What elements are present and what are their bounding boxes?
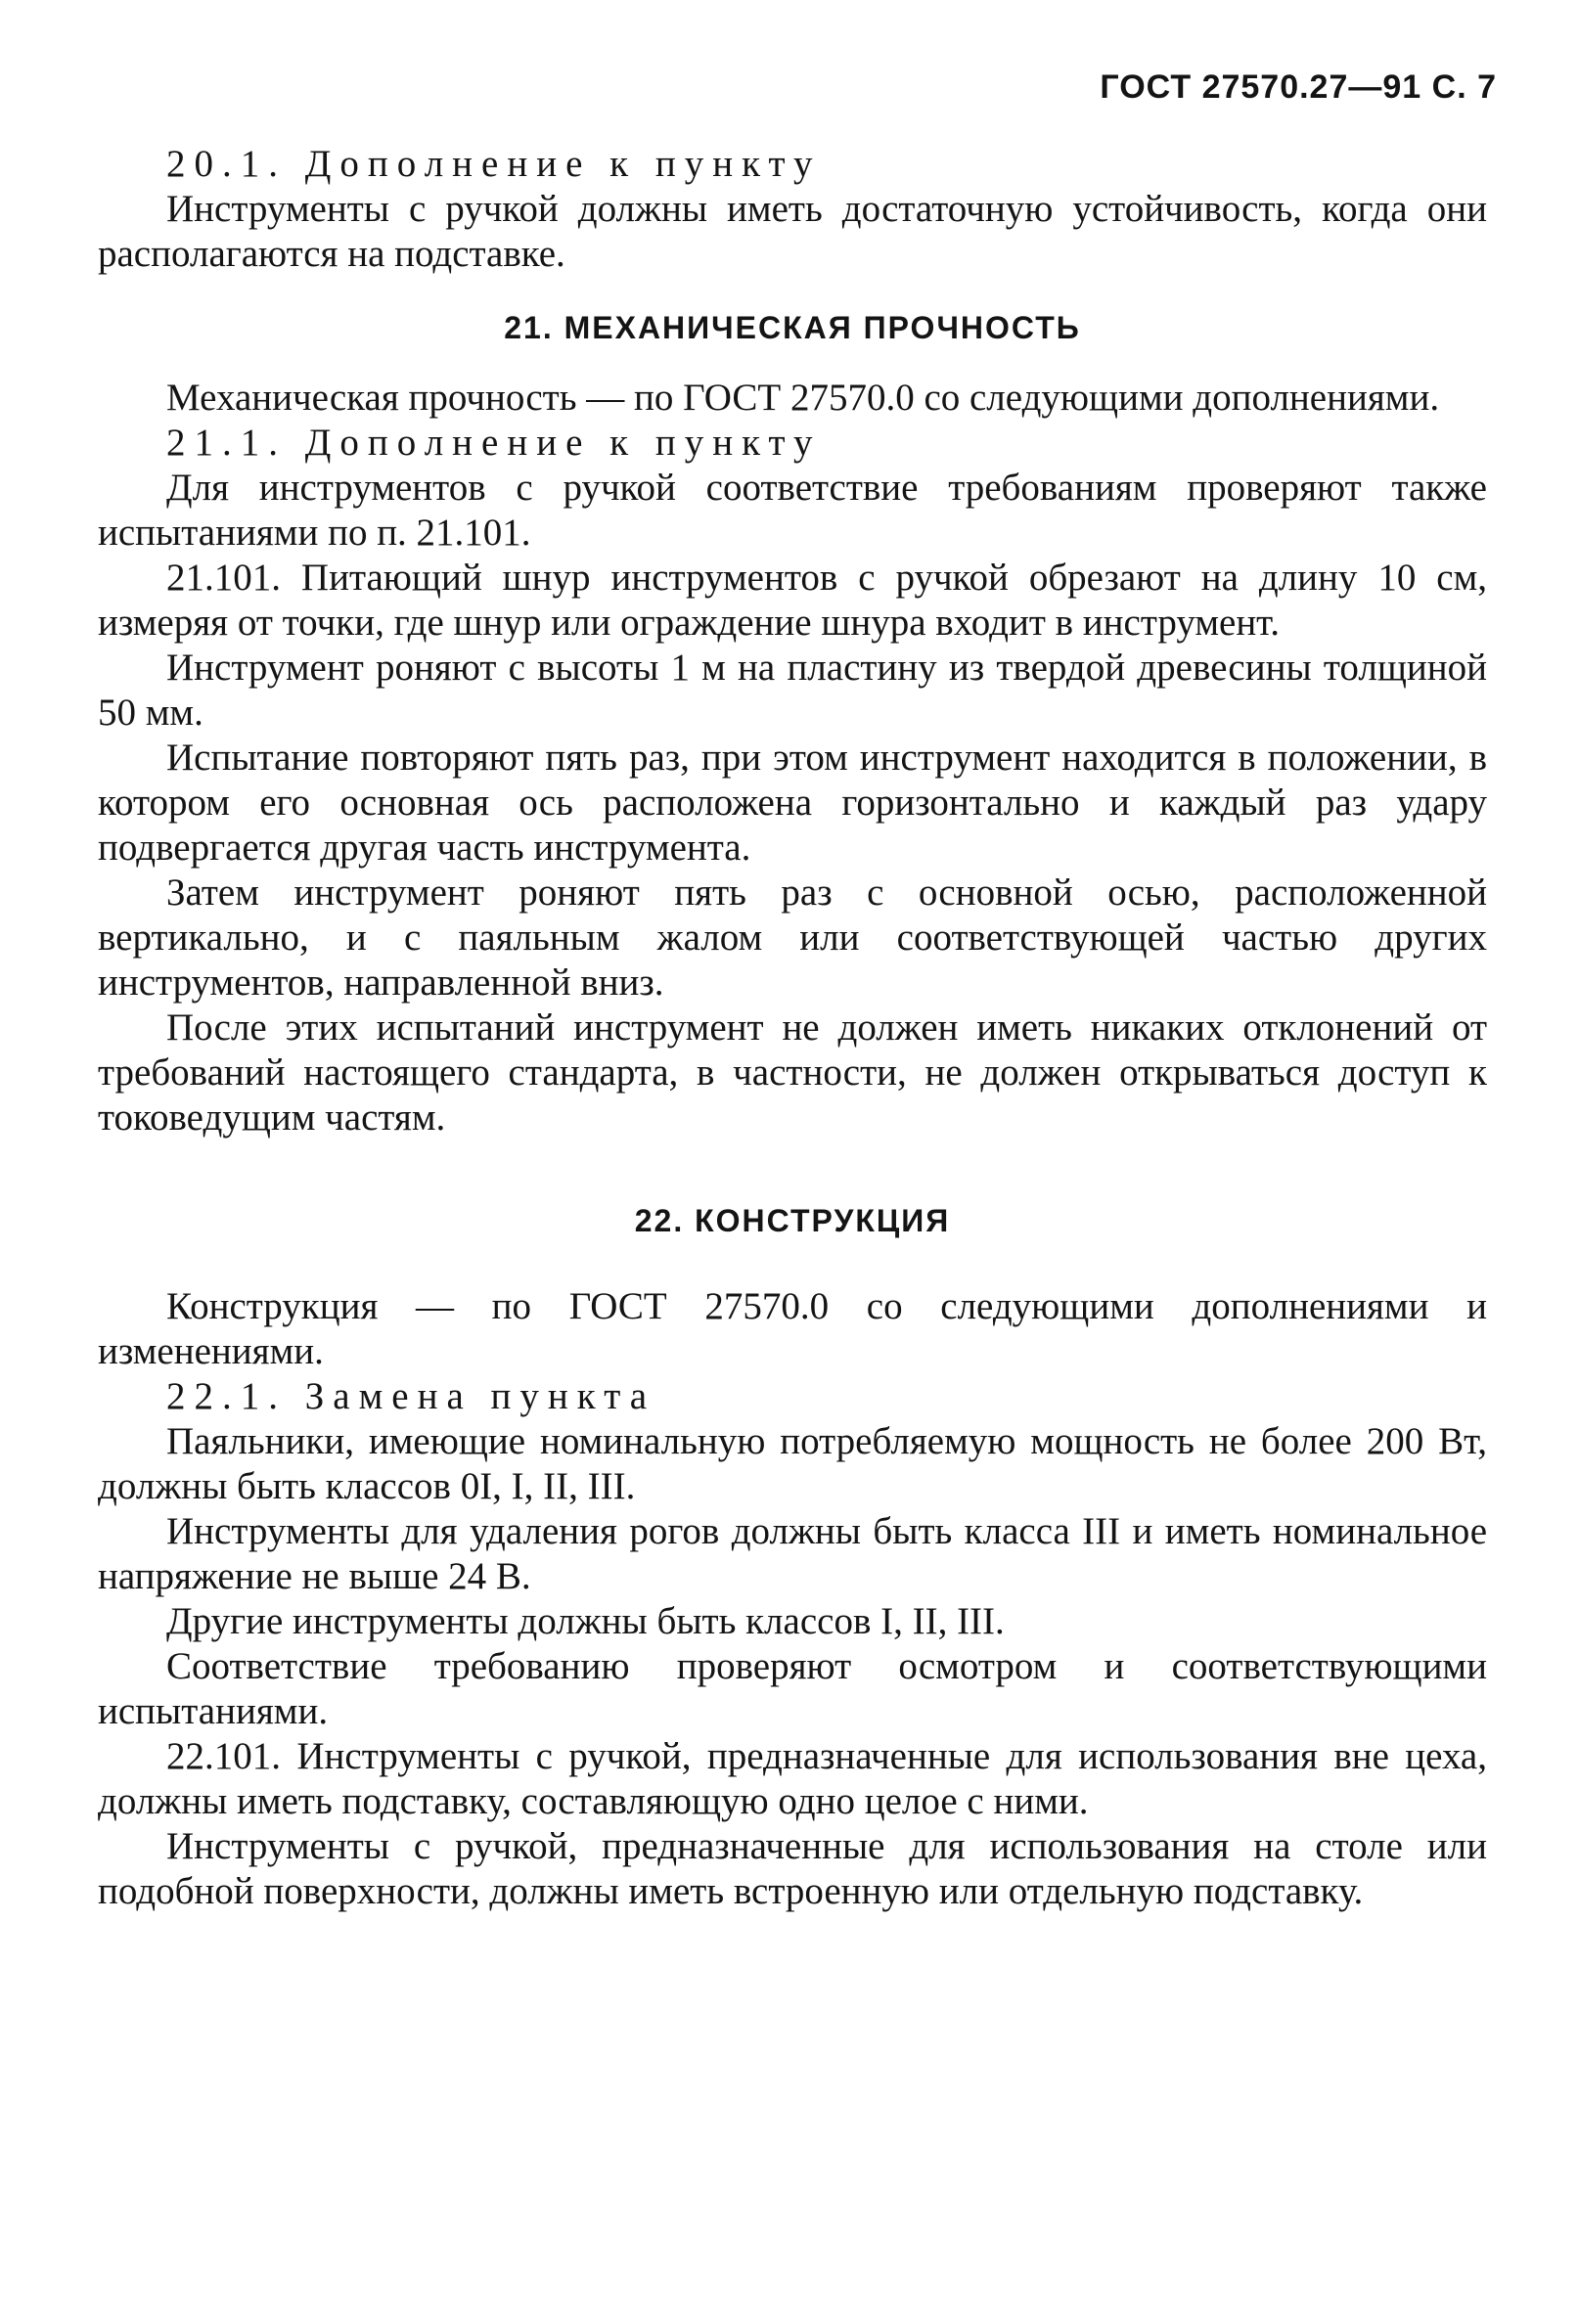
document-page (98, 68, 1497, 1914)
clause-22-101-paragraph-1: 22.101. Инструменты с ручкой, предназначенные для использования вне цеха, должны иметь подставку, составляющую одно целое с ними. (98, 1735, 1487, 1822)
clause-20-1-heading: 20.1. Дополнение к пункту (166, 143, 822, 185)
clause-21-101-paragraph-5: После этих испытаний инструмент не должен иметь никаких отклонений от требований настоящего стандарта, в частности, не должен открываться доступ к токоведущим частям. (98, 1006, 1487, 1139)
clause-22-1-paragraph-2: Инструменты для удаления рогов должны быть класса III и иметь номинальное напряжение не выше 24 В. (98, 1510, 1487, 1597)
section-21-title: 21. МЕХАНИЧЕСКАЯ ПРОЧНОСТЬ (504, 310, 1081, 345)
clause-21-1-heading: 21.1. Дополнение к пункту (166, 422, 822, 464)
clause-20-1-text: Инструменты с ручкой должны иметь достаточную устойчивость, когда они располагаются на подставке. (98, 188, 1487, 275)
section-22-intro: Конструкция — по ГОСТ 27570.0 со следующими дополнениями и изменениями. (98, 1285, 1487, 1372)
section-22-title: 22. КОНСТРУКЦИЯ (634, 1203, 951, 1238)
clause-22-1-paragraph-4: Соответствие требованию проверяют осмотром и соответствующими испытаниями. (98, 1645, 1487, 1732)
clause-22-101-paragraph-2: Инструменты с ручкой, предназначенные для использования на столе или подобной поверхности, должны иметь встроенную или отдельную подставку. (98, 1825, 1487, 1912)
clause-22-1-heading: 22.1. Замена пункта (166, 1375, 656, 1417)
running-header: ГОСТ 27570.27—91 С. 7 (1100, 68, 1497, 106)
clause-21-101-paragraph-3: Испытание повторяют пять раз, при этом инструмент находится в положении, в котором его основная ось расположена горизонтально и каждый раз удару подвергается другая часть инструмента. (98, 737, 1487, 869)
clause-21-1-text: Для инструментов с ручкой соответствие требованиям проверяют также испытаниями по п. 21.101. (98, 467, 1487, 554)
section-21-intro: Механическая прочность — по ГОСТ 27570.0 со следующими дополнениями. (166, 377, 1440, 419)
clause-21-101-paragraph-4: Затем инструмент роняют пять раз с основной осью, расположенной вертикально, и с паяльным жалом или соответствующей частью других инструментов, направленной вниз. (98, 872, 1487, 1004)
clause-22-1-paragraph-3: Другие инструменты должны быть классов I, II, III. (166, 1600, 1005, 1642)
clause-21-101-paragraph-1: 21.101. Питающий шнур инструментов с ручкой обрезают на длину 10 см, измеряя от точки, где шнур или ограждение шнура входит в инструмент. (98, 557, 1487, 644)
clause-22-1-paragraph-1: Паяльники, имеющие номинальную потребляемую мощность не более 200 Вт, должны быть классов 0I, I, II, III. (98, 1420, 1487, 1507)
clause-21-101-paragraph-2: Инструмент роняют с высоты 1 м на пластину из твердой древесины толщиной 50 мм. (98, 647, 1487, 734)
